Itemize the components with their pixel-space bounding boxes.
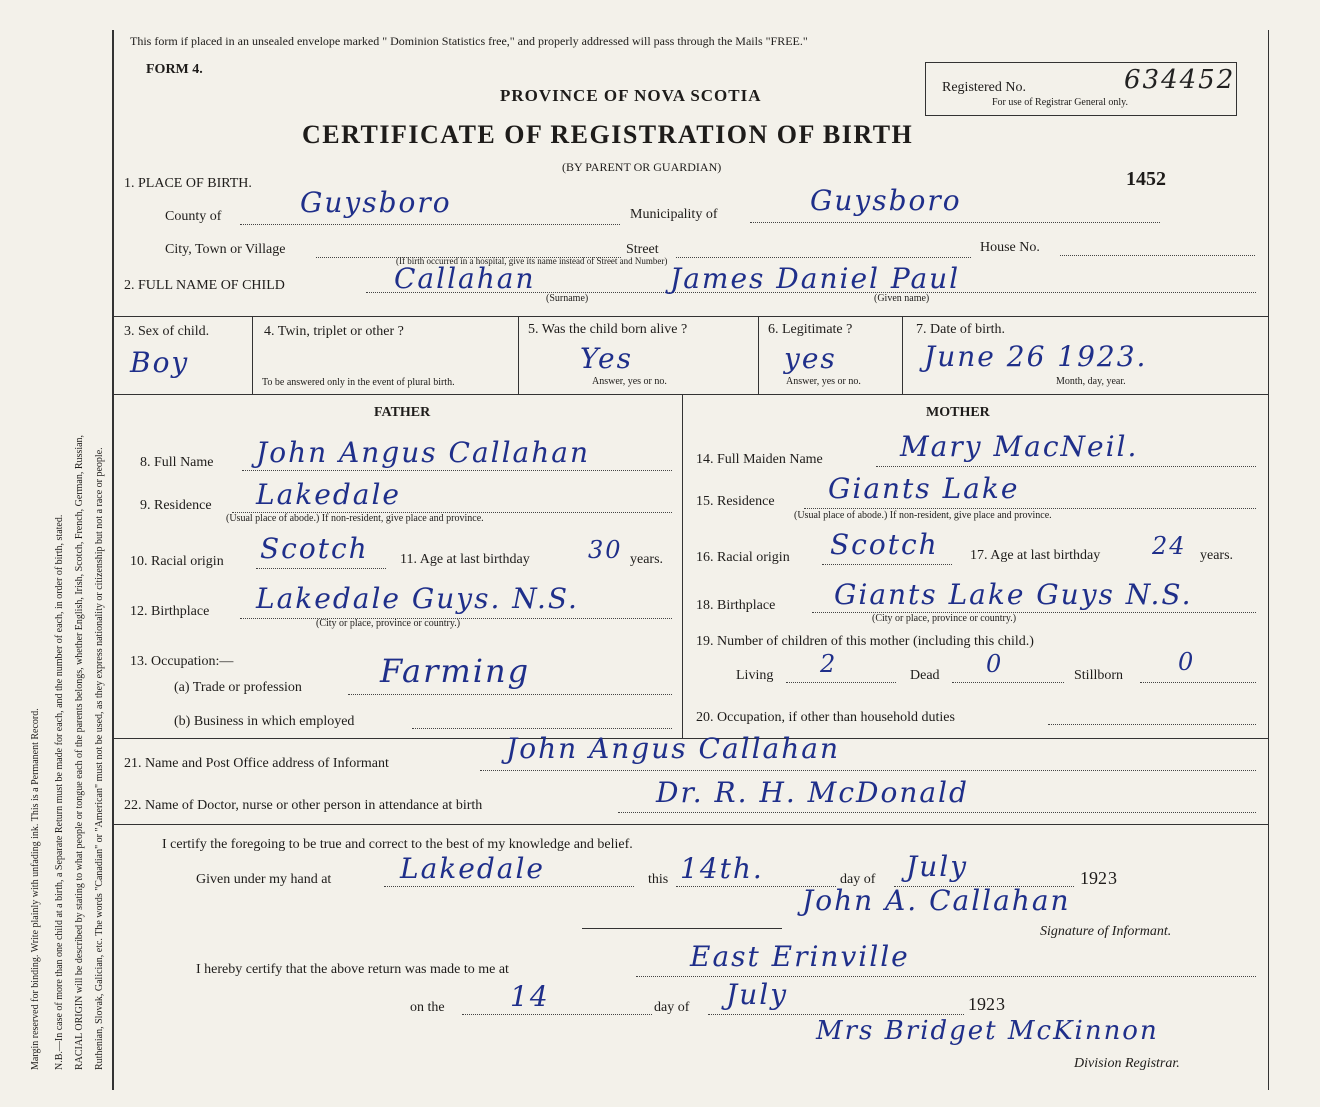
street-note: (If birth occurred in a hospital, give its name instead of Street and Number): [396, 256, 668, 266]
right-border: [1268, 30, 1269, 1090]
children-count-label: 19. Number of children of this mother (including this child.): [696, 634, 1034, 649]
on-month-value: July: [726, 978, 789, 1011]
margin-note-binding: Margin reserved for binding. Write plainly with unfading ink. This is a Permanent Record.: [30, 708, 41, 1070]
city-label: City, Town or Village: [165, 242, 286, 257]
father-racial-value: Scotch: [260, 532, 369, 565]
trade-value: Farming: [380, 652, 531, 690]
father-racial-label: 10. Racial origin: [130, 554, 224, 569]
trade-label: (a) Trade or profession: [174, 680, 302, 695]
twin-label: 4. Twin, triplet or other ?: [264, 324, 404, 339]
father-residence-label: 9. Residence: [140, 498, 212, 513]
row3-divider-3: [758, 316, 759, 394]
on-month-line: [708, 1014, 964, 1015]
row3-divider-4: [902, 316, 903, 394]
margin-note-racial-origin: RACIAL ORIGIN will be described by stating to what people or tongue each of the parents belongs, whether English, Irish, Scotch, French, German, Russian,: [74, 434, 85, 1070]
year-prefix: 192: [1080, 868, 1107, 888]
left-border: [112, 30, 114, 1090]
informant-bottom-rule: [113, 824, 1268, 825]
father-birthplace-label: 12. Birthplace: [130, 604, 210, 619]
row3-bottom-rule: [113, 394, 1268, 395]
business-label: (b) Business in which employed: [174, 714, 355, 729]
alive-value: Yes: [580, 342, 633, 375]
mother-residence-note: (Usual place of abode.) If non-resident, give place and province.: [794, 510, 1052, 521]
on-year-prefix: 192: [968, 994, 995, 1014]
sex-label: 3. Sex of child.: [124, 324, 210, 339]
given-name-note: (Given name): [874, 293, 930, 304]
street-line: [676, 257, 971, 258]
row3-divider-1: [252, 316, 253, 394]
mother-residence-line: [804, 508, 1256, 509]
day-value: 14th.: [680, 852, 764, 885]
province-heading: PROVINCE OF NOVA SCOTIA: [500, 86, 762, 105]
certify-statement: I certify the foregoing to be true and correct to the best of my knowledge and belief.: [162, 837, 633, 852]
mother-residence-value: Giants Lake: [828, 472, 1020, 505]
on-day-of-label: day of: [654, 1000, 690, 1015]
form-number: FORM 4.: [146, 62, 203, 77]
father-racial-line: [256, 568, 386, 569]
doctor-line: [618, 812, 1256, 813]
mother-birthplace-value: Giants Lake Guys N.S.: [834, 578, 1193, 611]
legitimate-note: Answer, yes or no.: [786, 376, 861, 387]
father-age-label: 11. Age at last birthday: [400, 552, 530, 567]
mother-name-label: 14. Full Maiden Name: [696, 452, 823, 467]
alive-label: 5. Was the child born alive ?: [528, 322, 688, 337]
return-place-value: East Erinville: [690, 940, 910, 973]
return-place-line: [636, 976, 1256, 977]
dob-value: June 26 1923.: [924, 340, 1148, 373]
house-line: [1060, 255, 1255, 256]
on-year-value: 3: [996, 994, 1005, 1014]
father-age-value: 30: [588, 536, 623, 564]
row3-divider-2: [518, 316, 519, 394]
registered-no-note: For use of Registrar General only.: [992, 97, 1128, 108]
surname-note: (Surname): [546, 293, 589, 304]
father-birthplace-value: Lakedale Guys. N.S.: [256, 582, 579, 615]
return-statement: I hereby certify that the above return was made to me at: [196, 962, 509, 977]
mother-racial-line: [822, 564, 952, 565]
dead-line: [952, 682, 1064, 683]
father-occupation-label: 13. Occupation:—: [130, 654, 234, 669]
living-label: Living: [736, 668, 774, 683]
mother-racial-value: Scotch: [830, 528, 939, 561]
year-value: 3: [1108, 868, 1117, 888]
row3-top-rule: [113, 316, 1268, 317]
mother-heading: MOTHER: [926, 405, 990, 420]
county-label: County of: [165, 209, 222, 224]
informant-label: 21. Name and Post Office address of Informant: [124, 756, 389, 771]
registrar-signature-label: Division Registrar.: [1074, 1056, 1180, 1071]
house-label: House No.: [980, 240, 1040, 255]
father-residence-note: (Usual place of abode.) If non-resident, give place and province.: [226, 513, 484, 524]
street-label: Street: [626, 242, 659, 257]
dead-value: 0: [986, 650, 1004, 678]
registration-box: [925, 62, 1237, 116]
mother-occupation-line: [1048, 724, 1256, 725]
stillborn-line: [1140, 682, 1256, 683]
child-name-label: 2. FULL NAME OF CHILD: [124, 278, 285, 293]
registered-no-label: Registered No.: [942, 80, 1026, 95]
child-given-name: James Daniel Paul: [670, 262, 961, 295]
municipality-line: [750, 222, 1160, 223]
given-under-label: Given under my hand at: [196, 872, 332, 887]
given-place-line: [384, 886, 634, 887]
legitimate-value: yes: [784, 342, 837, 375]
father-name-label: 8. Full Name: [140, 455, 214, 470]
on-the-label: on the: [410, 1000, 445, 1015]
father-heading: FATHER: [374, 405, 431, 420]
signature-line-left: [582, 928, 782, 929]
stillborn-value: 0: [1178, 648, 1196, 676]
sex-value: Boy: [130, 346, 190, 379]
parents-divider: [682, 394, 683, 738]
dob-note: Month, day, year.: [1056, 376, 1126, 387]
mother-name-line: [876, 466, 1256, 467]
informant-line: [480, 770, 1256, 771]
mother-name-value: Mary MacNeil.: [900, 430, 1139, 463]
page-title: CERTIFICATE OF REGISTRATION OF BIRTH: [302, 120, 914, 149]
trade-line: [348, 694, 672, 695]
legitimate-label: 6. Legitimate ?: [768, 322, 853, 337]
child-surname: Callahan: [394, 262, 536, 295]
doctor-label: 22. Name of Doctor, nurse or other person in attendance at birth: [124, 798, 483, 813]
dob-label: 7. Date of birth.: [916, 322, 1006, 337]
mother-years-label: years.: [1200, 548, 1234, 563]
this-label: this: [648, 872, 669, 887]
doctor-value: Dr. R. H. McDonald: [656, 776, 969, 809]
father-name-line: [242, 470, 672, 471]
alive-note: Answer, yes or no.: [592, 376, 667, 387]
given-place-value: Lakedale: [400, 852, 545, 885]
mother-residence-label: 15. Residence: [696, 494, 775, 509]
father-birthplace-note: (City or place, province or country.): [316, 618, 461, 629]
registered-no-value: 634452: [1124, 65, 1236, 95]
county-value: Guysboro: [300, 186, 452, 219]
business-line: [412, 728, 672, 729]
stillborn-label: Stillborn: [1074, 668, 1124, 683]
county-line: [240, 224, 620, 225]
mother-occupation-label: 20. Occupation, if other than household duties: [696, 710, 955, 725]
father-name-value: John Angus Callahan: [256, 436, 591, 469]
place-of-birth-label: 1. PLACE OF BIRTH.: [124, 176, 252, 191]
margin-note-racial-origin-2: Ruthenian, Slovak, Galician, etc. The words "Canadian" or "American" must not be used, as they express nationality or citizenship but not a race or people.: [94, 447, 105, 1070]
dead-label: Dead: [910, 668, 940, 683]
mother-age-label: 17. Age at last birthday: [970, 548, 1101, 563]
father-residence-value: Lakedale: [256, 478, 401, 511]
municipality-value: Guysboro: [810, 184, 962, 217]
stamp-number: 1452: [1126, 168, 1166, 190]
mother-birthplace-label: 18. Birthplace: [696, 598, 776, 613]
father-years-label: years.: [630, 552, 664, 567]
registrar-signature: Mrs Bridget McKinnon: [816, 1016, 1159, 1046]
mother-birthplace-note: (City or place, province or country.): [872, 613, 1017, 624]
page-subtitle: (BY PARENT OR GUARDIAN): [562, 160, 722, 174]
on-day-value: 14: [510, 980, 550, 1013]
informant-signature: John A. Callahan: [802, 884, 1071, 917]
municipality-label: Municipality of: [630, 207, 718, 222]
on-day-line: [462, 1014, 652, 1015]
informant-signature-label: Signature of Informant.: [1040, 924, 1172, 939]
postal-notice: This form if placed in an unsealed envelope marked " Dominion Statistics free," and properly addressed will pass through the Mails "FREE.": [130, 34, 808, 48]
day-of-label: day of: [840, 872, 876, 887]
informant-value: John Angus Callahan: [506, 732, 841, 765]
living-line: [786, 682, 896, 683]
mother-age-value: 24: [1152, 532, 1187, 560]
month-value: July: [906, 850, 969, 883]
living-value: 2: [820, 650, 838, 678]
margin-note-plural-births: N.B.—In case of more than one child at a birth, a Separate Return must be made for each, and the number of each, in order of birth, stated.: [54, 514, 65, 1070]
mother-racial-label: 16. Racial origin: [696, 550, 790, 565]
twin-note: To be answered only in the event of plural birth.: [262, 377, 455, 388]
